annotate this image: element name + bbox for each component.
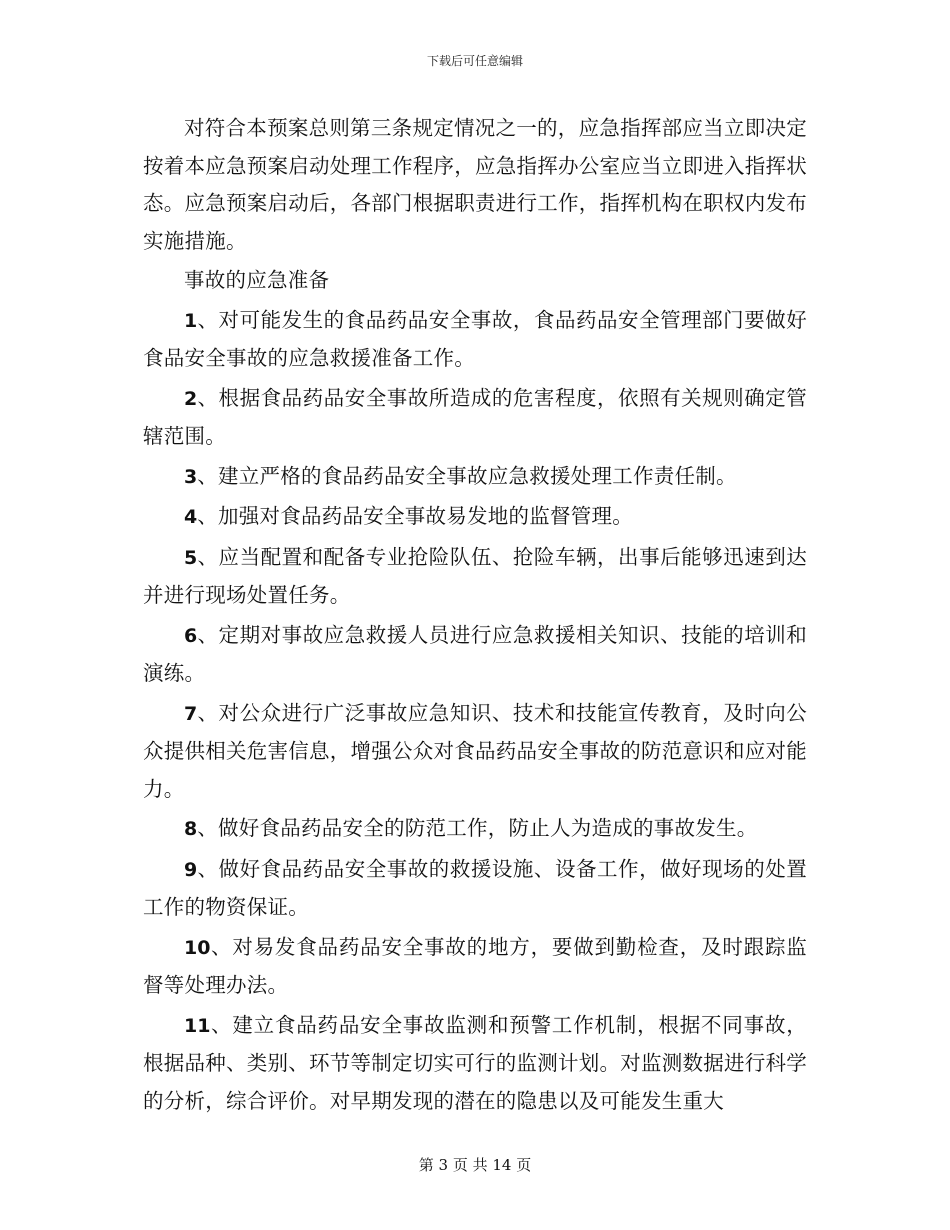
list-item [143,458,807,497]
item-number: 3 [184,465,198,488]
list-item [143,810,807,849]
item-number: 1 [184,309,198,332]
item-number: 7 [184,702,198,725]
item-number: 4 [184,506,198,528]
item-text: 、对可能发生的食品药品安全事故，食品药品安全管理部门要做好食品安全事故的应急救援准备工作。 [143,307,807,370]
item-number: 8 [184,818,198,840]
section-heading: 事故的应急准备 [184,268,330,292]
item-text: 、应当配置和配备专业抢险队伍、抢险车辆，出事后能够迅速到达并进行现场处置任务。 [143,544,807,607]
page-header: 下载后可任意编辑 [426,54,523,68]
item-text: 、对易发食品药品安全事故的地方，要做到勤检查，及时跟踪监督等处理办法。 [143,934,807,997]
list-item [143,498,807,537]
intro-paragraph: 对符合本预案总则第三条规定情况之一的，应急指挥部应当立即决定按着本应急预案启动处理工作程序，应急指挥办公室应当立即进入指挥状态。应急预案启动后，各部门根据职责进行工作，指挥机构在职权内发布实施措施。 [143,116,807,253]
list-item [143,929,807,1005]
list-item [143,695,807,809]
item-number: 5 [184,546,198,569]
page-footer: 第 3 页 共 14 页 [418,1156,532,1174]
list-item [143,539,807,615]
item-text: 、定期对事故应急救援人员进行应急救援相关知识、技能的培训和演练。 [143,622,807,685]
item-text: 、建立严格的食品药品安全事故应急救援处理工作责任制。 [197,463,737,488]
item-text: 、做好食品药品安全的防范工作，防止人为造成的事故发生。 [197,816,758,840]
item-text: 、加强对食品药品安全事故易发地的监督管理。 [197,504,633,528]
item-text: 、对公众进行广泛事故应急知识、技术和技能宣传教育，及时向公众提供相关危害信息，增强公众对食品药品安全事故的防范意识和应对能力。 [143,700,807,801]
item-number: 6 [184,624,198,647]
item-text: 、建立食品药品安全事故监测和预警工作机制，根据不同事故，根据品种、类别、环节等制定切实可行的监测计划。对监测数据进行科学的分析，综合评价。对早期发现的潜在的隐患以及可能发生重大 [143,1012,807,1113]
item-number: 11 [184,1014,211,1037]
list-item [143,851,807,927]
item-text: 、做好食品药品安全事故的救援设施、设备工作，做好现场的处置工作的物资保证。 [143,856,807,919]
list-item [143,1007,807,1121]
list-item [143,380,807,456]
document-body [143,110,807,1122]
list-item [143,302,807,378]
item-number: 2 [184,387,198,410]
item-number: 10 [184,936,211,959]
item-text: 、根据食品药品安全事故所造成的危害程度，依照有关规则确定管辖范围。 [143,385,807,448]
list-item [143,617,807,693]
item-number: 9 [184,858,198,881]
